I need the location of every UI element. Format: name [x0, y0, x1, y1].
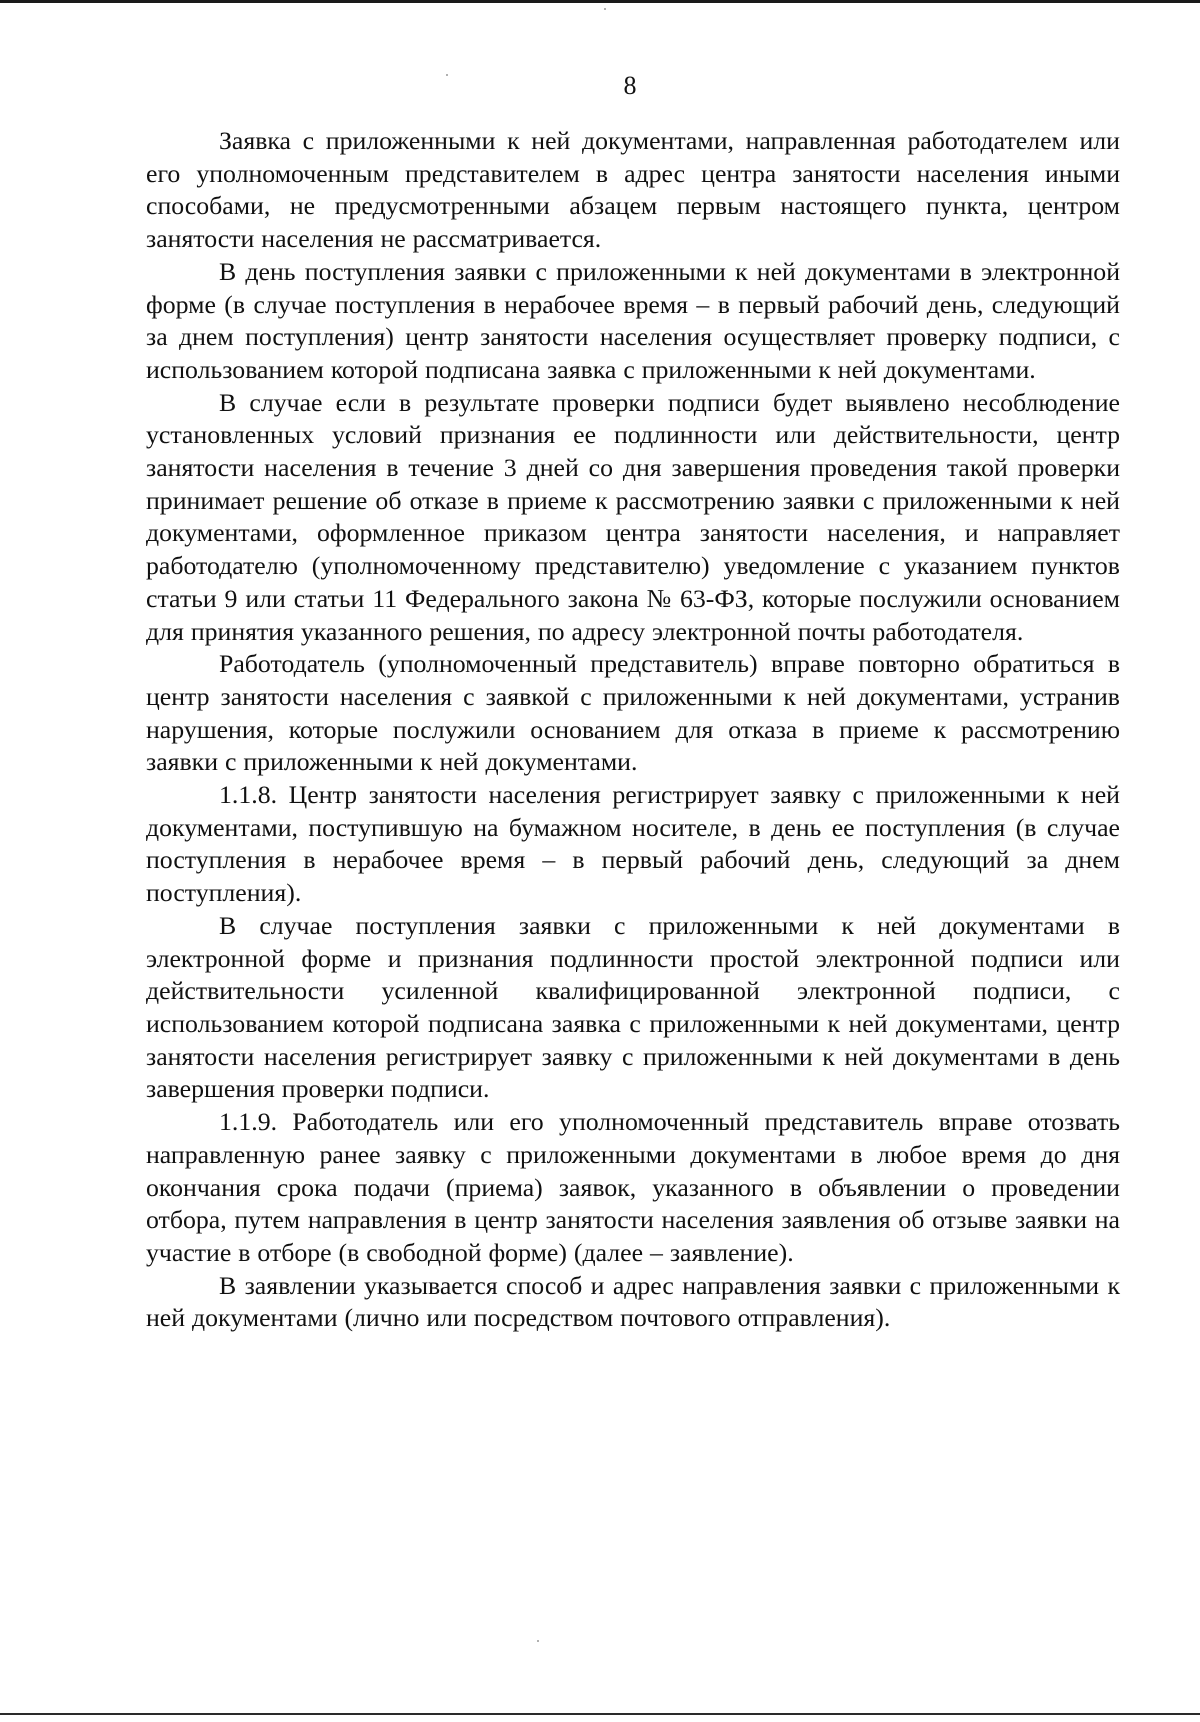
paragraph-1-1-8-paper-registration: 1.1.8. Центр занятости населения регистрирует заявку с приложенными к ней документами, поступившую на бумажном носителе, в день ее поступления (в случае поступления в нерабочее время – в первый рабочий день, следующий за днем поступления). [146, 780, 1120, 908]
document-body [146, 125, 1120, 1335]
paragraph-withdrawal-method: В заявлении указывается способ и адрес направления заявки с приложенными к ней документами (лично или посредством почтового отправления). [146, 1270, 1120, 1333]
page-number: 8 [623, 71, 637, 100]
paragraph-1-1-9-withdrawal: 1.1.9. Работодатель или его уполномоченный представитель вправе отозвать направленную ранее заявку с приложенными документами в любое время до дня окончания срока подачи (приема) заявок, указанного в объявлении о проведении отбора, путем направления в центр занятости населения заявления об отзыве заявки на участие в отборе (в свободной форме) (далее – заявление). [146, 1107, 1120, 1267]
paragraph-signature-check: В день поступления заявки с приложенными к ней документами в электронной форме (в случае поступления в нерабочее время – в первый рабочий день, следующий за днем поступления) центр занятости населения осуществляет проверку подписи, с использованием которой подписана заявка с приложенными к ней документами. [146, 256, 1120, 384]
scan-speck [604, 8, 606, 10]
paragraph-signature-rejection: В случае если в результате проверки подписи будет выявлено несоблюдение установленных условий признания ее подлинности или действительности, центр занятости населения в течение 3 дней со дня завершения проведения такой проверки принимает решение об отказе в приеме к рассмотрению заявки с приложенными к ней документами, оформленное приказом центра занятости населения, и направляет работодателю (уполномоченному представителю) уведомление с указанием пунктов статьи 9 или статьи 11 Федерального закона № 63-ФЗ, которые послужили основанием для принятия указанного решения, по адресу электронной почты работодателя. [146, 387, 1120, 646]
paragraph-repeat-application: Работодатель (уполномоченный представитель) вправе повторно обратиться в центр занятости населения с заявкой с приложенными к ней документами, устранив нарушения, которые послужили основанием для отказа в приеме к рассмотрению заявки с приложенными к ней документами. [146, 649, 1120, 777]
scan-speck [446, 74, 448, 76]
paragraph-electronic-registration: В случае поступления заявки с приложенными к ней документами в электронной форме и признания подлинности простой электронной подписи или действительности усиленной квалифицированной электронной подписи, с использованием которой подписана заявка с приложенными к ней документами, центр занятости населения регистрирует заявку с приложенными к ней документами в день завершения проверки подписи. [146, 910, 1120, 1104]
paragraph-application-other-methods: Заявка с приложенными к ней документами, направленная работодателем или его уполномоченным представителем в адрес центра занятости населения иными способами, не предусмотренными абзацем первым настоящего пункта, центром занятости населения не рассматривается. [146, 126, 1120, 254]
scan-top-edge [0, 0, 1200, 3]
scan-speck [537, 1640, 539, 1642]
scan-bottom-edge [0, 1713, 1200, 1715]
